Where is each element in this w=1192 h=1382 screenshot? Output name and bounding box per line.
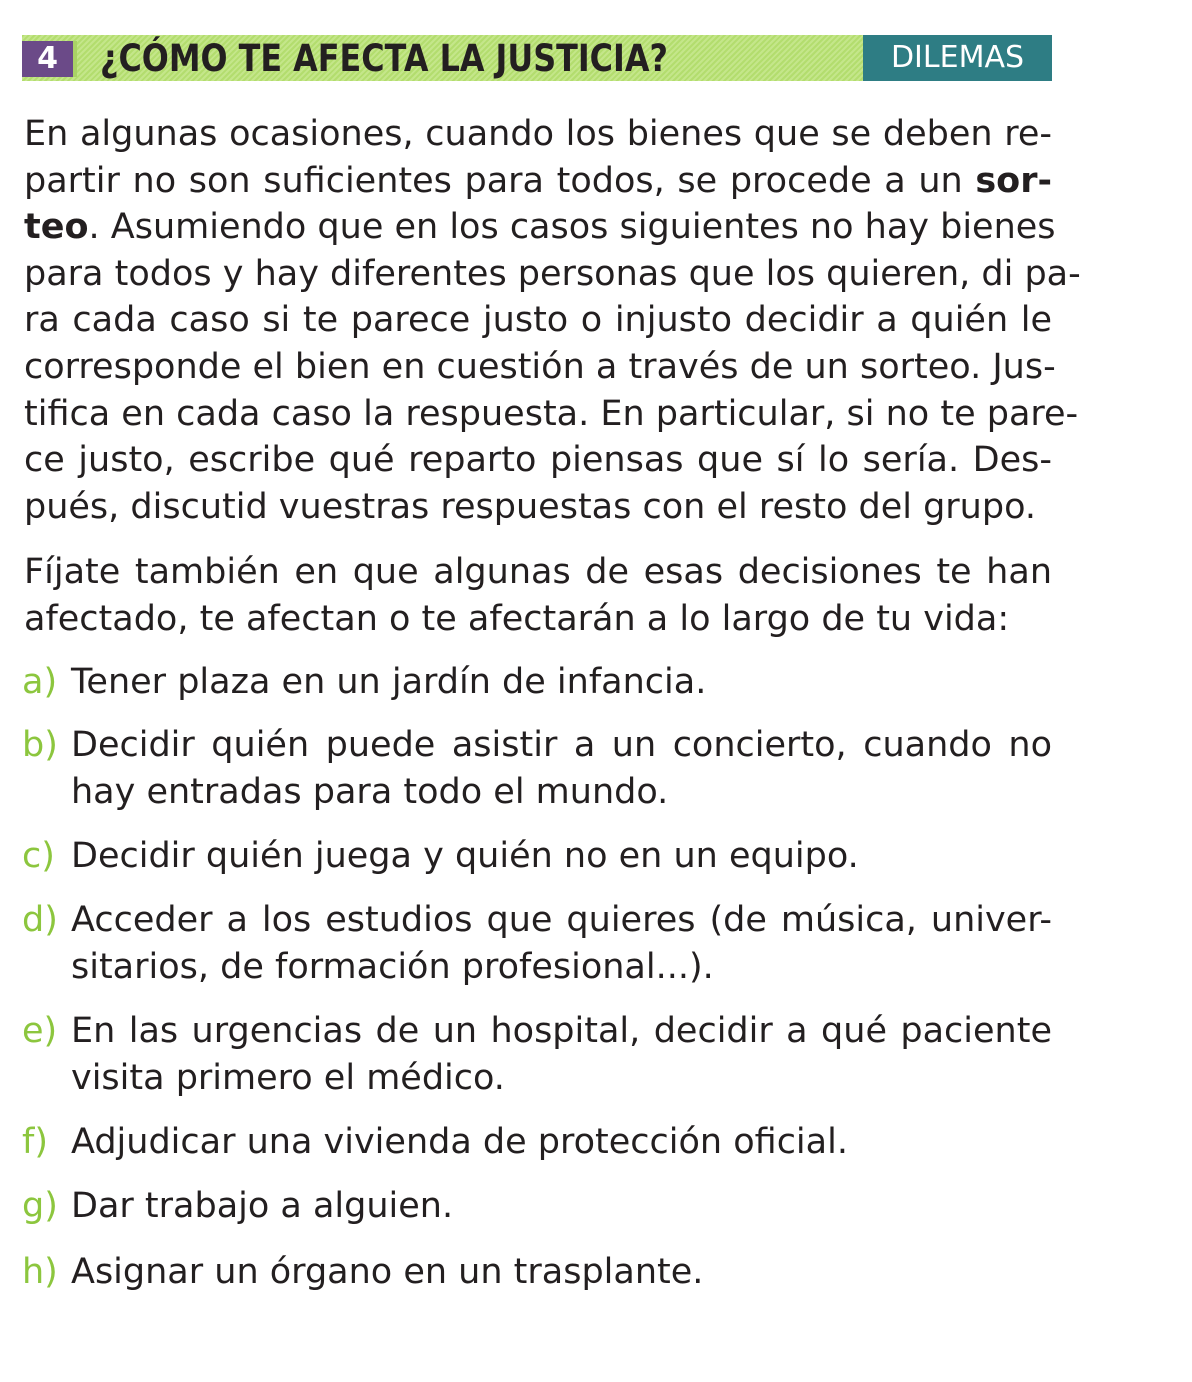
- bold-term: sor-: [975, 160, 1052, 201]
- intro-line: [24, 204, 1056, 251]
- intro-paragraph: [24, 111, 1081, 530]
- intro-line: pués, discutid vuestras respuestas con el resto del grupo.: [24, 486, 1037, 527]
- item-letter: b): [22, 725, 58, 765]
- item-text: Adjudicar una vivienda de protección oficial.: [71, 1122, 848, 1162]
- list-item-h: [22, 1249, 1052, 1296]
- note-line: Fíjate también en que algunas de esas decisiones te han: [24, 552, 1052, 592]
- item-text: En las urgencias de un hospital, decidir a qué paciente: [71, 1011, 1052, 1051]
- item-text: Acceder a los estudios que quieres (de música, univer-: [71, 900, 1052, 940]
- item-text: sitarios, de formación profesional...).: [71, 947, 714, 987]
- intro-text: partir no son suficientes para todos, se procede a un: [24, 160, 976, 201]
- item-letter: d): [22, 900, 58, 940]
- item-letter: h): [22, 1252, 58, 1292]
- list-item-g: [22, 1183, 1052, 1230]
- bold-term: teo: [24, 207, 89, 248]
- item-letter: e): [22, 1011, 58, 1051]
- intro-line: ra cada caso si te parece justo o injusto decidir a quién le: [24, 300, 1052, 341]
- section-tag: DILEMAS: [863, 35, 1052, 81]
- list-item-e: [22, 1008, 1052, 1102]
- item-letter: a): [22, 662, 58, 702]
- list-item-b: [22, 722, 1052, 816]
- note-paragraph: [24, 549, 1052, 642]
- item-text: Decidir quién puede asistir a un concierto, cuando no: [71, 725, 1052, 765]
- item-text: Dar trabajo a alguien.: [71, 1186, 454, 1226]
- item-letter: c): [22, 836, 55, 876]
- intro-line: [24, 158, 1052, 205]
- list-item-d: [22, 897, 1052, 991]
- item-text: Tener plaza en un jardín de infancia.: [71, 662, 707, 702]
- list-item-f: [22, 1119, 1052, 1166]
- intro-text: . Asumiendo que en los casos siguientes no hay bienes: [88, 207, 1056, 248]
- item-text: Decidir quién juega y quién no en un equipo.: [71, 836, 859, 876]
- note-line: afectado, te afectan o te afectarán a lo largo de tu vida:: [24, 598, 1010, 639]
- item-letter: f): [22, 1122, 48, 1162]
- item-text: hay entradas para todo el mundo.: [71, 772, 669, 812]
- list-item-c: [22, 833, 1052, 880]
- activity-header: [22, 35, 1052, 81]
- intro-line: corresponde el bien en cuestión a través de un sorteo. Jus-: [24, 346, 1056, 387]
- activity-number: 4: [22, 41, 73, 77]
- item-letter: g): [22, 1186, 58, 1226]
- activity-title: ¿CÓMO TE AFECTA LA JUSTICIA?: [100, 37, 668, 80]
- intro-line: ce justo, escribe qué reparto piensas que sí lo sería. Des-: [24, 440, 1052, 481]
- intro-line: para todos y hay diferentes personas que los quieren, di pa-: [24, 253, 1081, 294]
- item-text: Asignar un órgano en un trasplante.: [71, 1252, 704, 1292]
- list-item-a: [22, 659, 1052, 706]
- item-text: visita primero el médico.: [71, 1058, 505, 1098]
- intro-line: tifica en cada caso la respuesta. En particular, si no te pare-: [24, 393, 1079, 434]
- intro-line: En algunas ocasiones, cuando los bienes que se deben re-: [24, 114, 1052, 154]
